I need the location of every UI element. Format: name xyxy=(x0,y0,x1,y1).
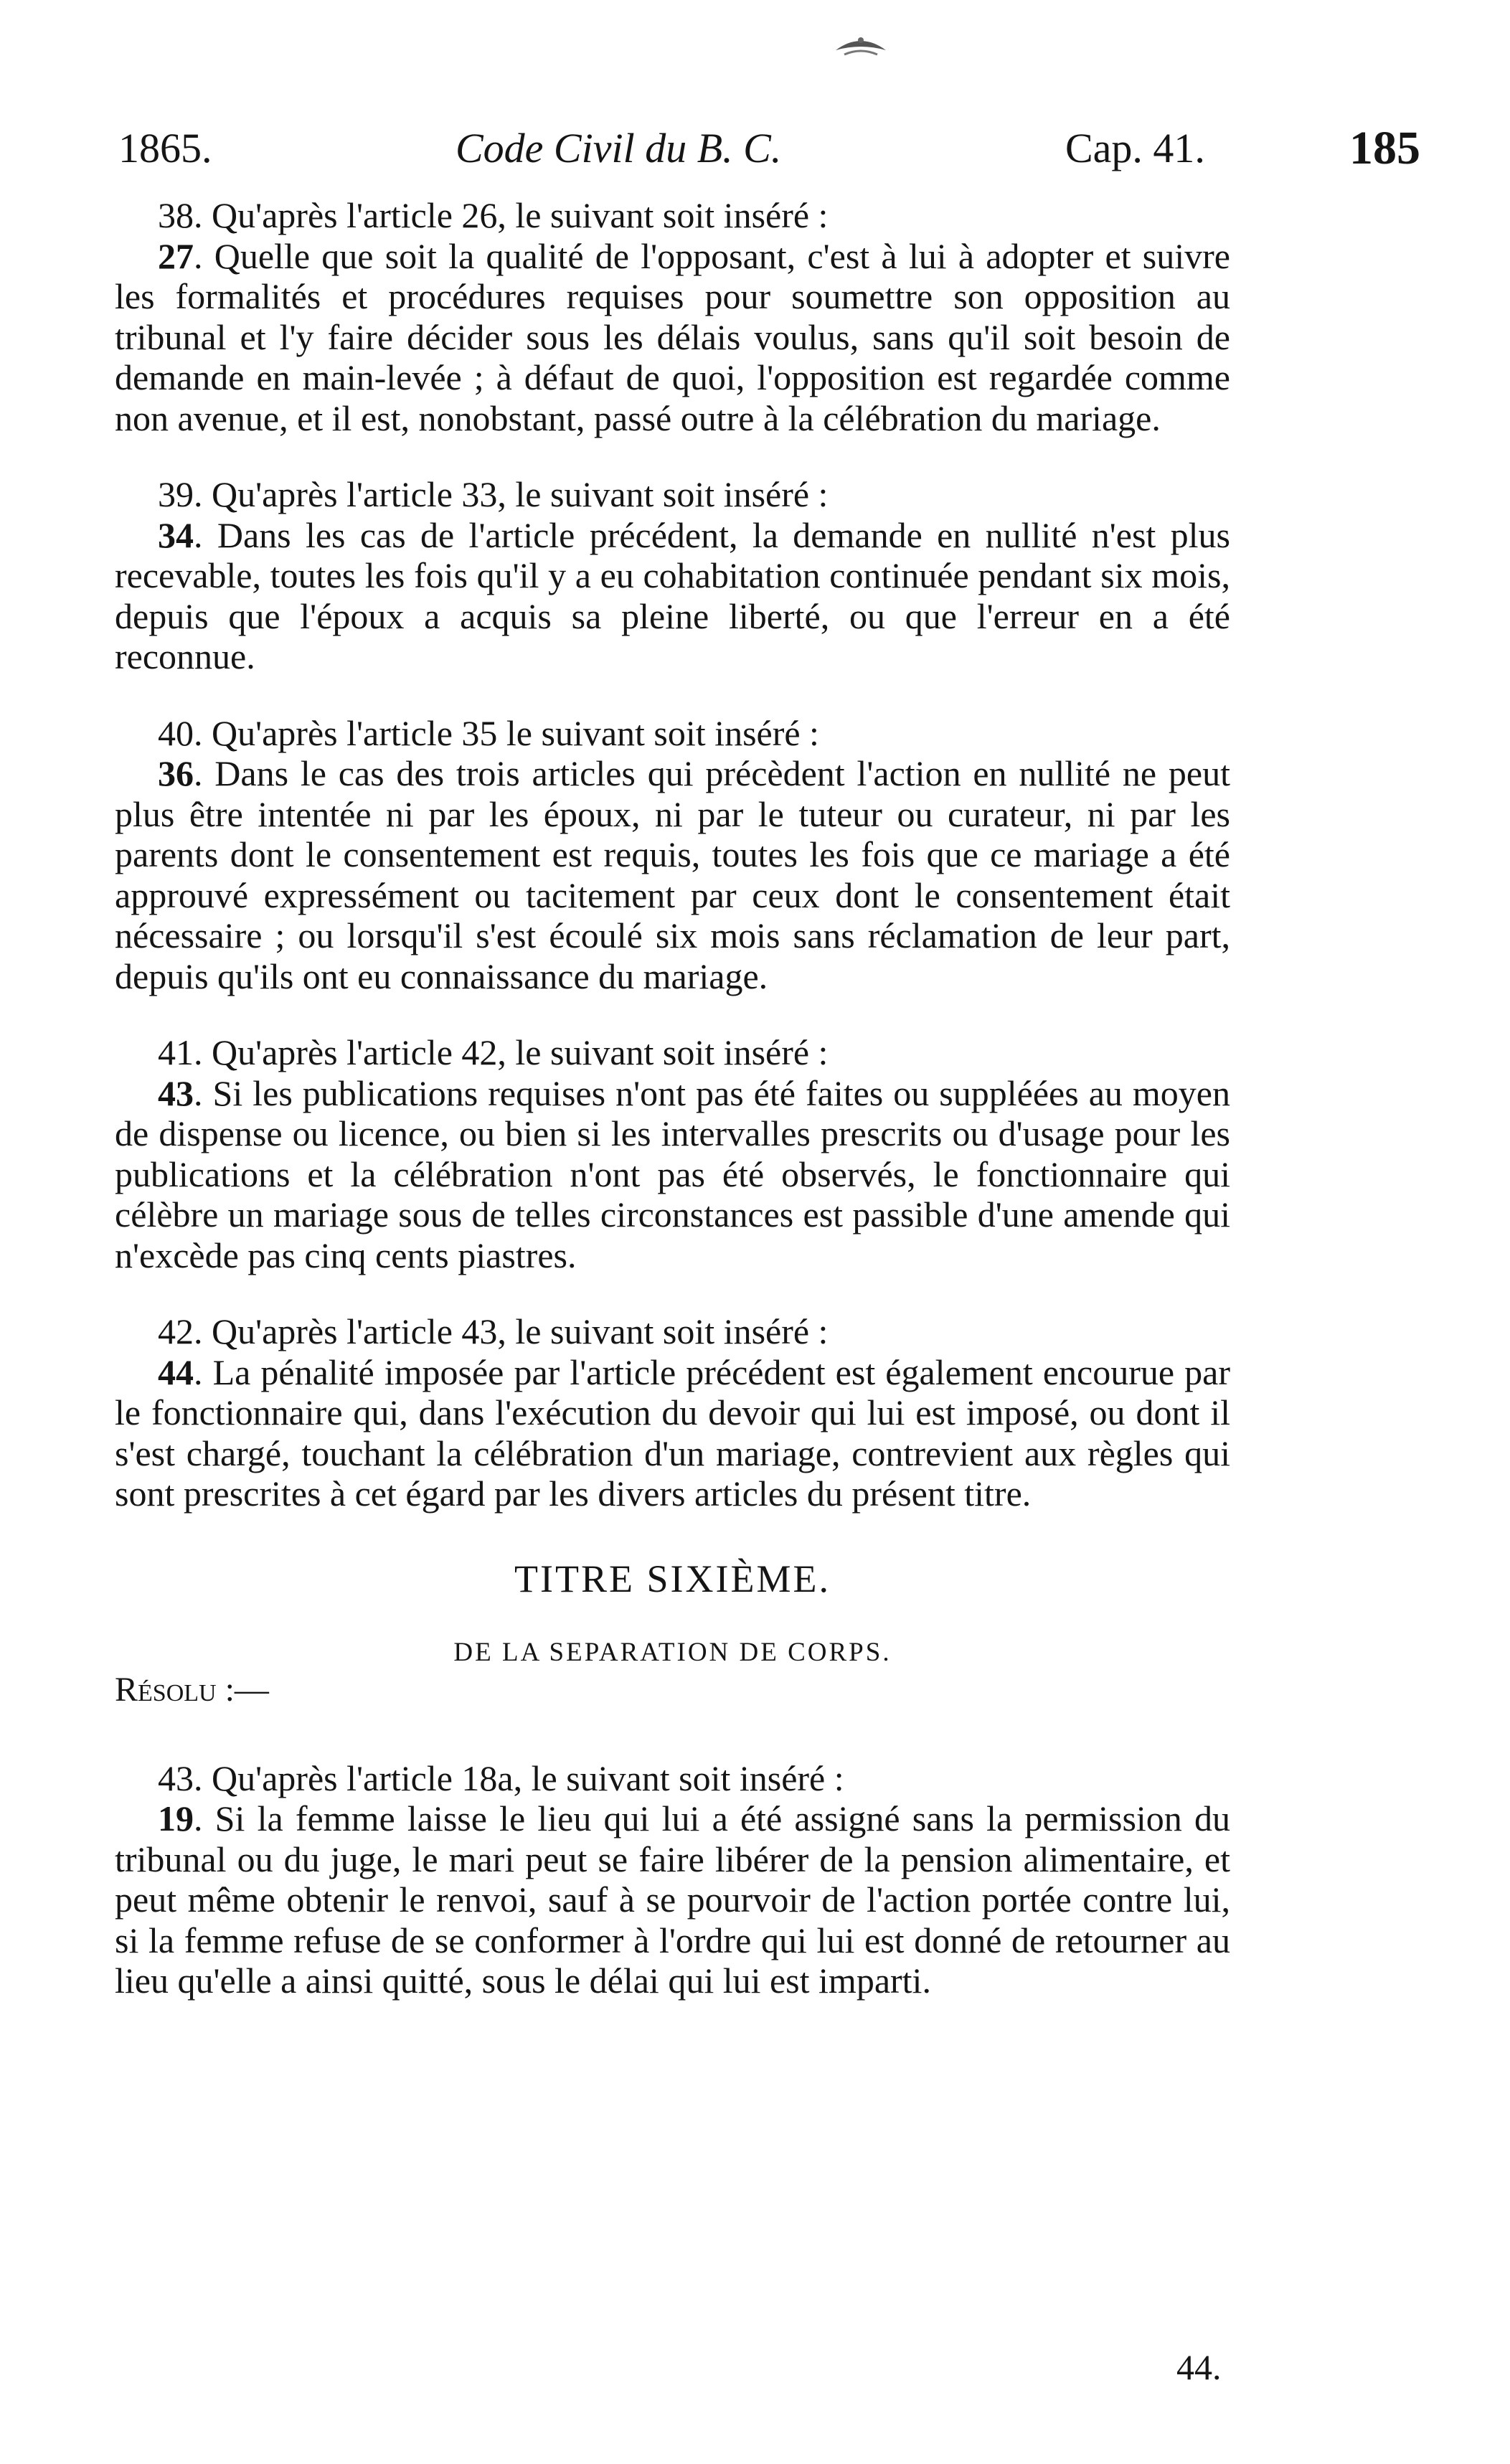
article-number: 34 xyxy=(158,514,194,555)
article-text: . Dans les cas de l'article précédent, la demande en nullité n'est plus recevable, toutes les fois qu'il y a eu cohabitation continuée pendant six mois, depuis que l'époux a acquis sa pleine liberté, ou que l'erreur en a été reconnue. xyxy=(115,514,1230,676)
document-body xyxy=(115,195,1230,2001)
article-paragraph xyxy=(115,1798,1230,2001)
titre-heading: TITRE SIXIÈME. xyxy=(514,1557,831,1600)
page-signature: 44. xyxy=(1176,2347,1222,2387)
article-text: . Si les publications requises n'ont pas été faites ou suppléées au moyen de dispense ou licence, ou bien si les intervalles prescrits ou d'usage pour les publications et la célébration n'ont pas été observés, le fonctionnaire qui célèbre un mariage sous de telles circonstances est passible d'une amende qui n'excède pas cinq cents piastres. xyxy=(115,1072,1230,1275)
section-43 xyxy=(115,1758,1230,2001)
running-header xyxy=(118,116,1420,181)
article-text: . Si la femme laisse le lieu qui lui a été assigné sans la permission du tribunal ou du juge, le mari peut se faire libérer de la pension alimentaire, et peut même obtenir le renvoi, sauf à se pourvoir de l'action portée contre lui, si la femme refuse de se conformer à l'ordre qui lui est donné de retourner au lieu qu'elle a ainsi quitté, sous le délai qui lui est imparti. xyxy=(115,1798,1230,2001)
resolu-label: Résolu :— xyxy=(115,1670,269,1709)
article-number: 27 xyxy=(158,235,194,276)
article-text: . Quelle que soit la qualité de l'opposant, c'est à lui à adopter et suivre les formalités et procédures requises pour soumettre son opposition au tribunal et l'y faire décider sous les délais voulus, sans qu'il soit besoin de demande en main-levée ; à défaut de quoi, l'opposition est regardée comme non avenue, et il est, nonobstant, passé outre à la célébration du mariage. xyxy=(115,235,1230,438)
article-paragraph xyxy=(115,1073,1230,1276)
section-intro: 42. Qu'après l'article 43, le suivant soit inséré : xyxy=(158,1311,829,1351)
article-text: . Dans le cas des trois articles qui précèdent l'action en nullité ne peut plus être intentée ni par les époux, ni par le tuteur ou curateur, ni par les parents dont le consentement est requis, toutes les fois que ce mariage a été approuvé expressément ou tacitement par ceux dont le consentement était nécessaire ; ou lorsqu'il s'est écoulé six mois sans réclamation de leur part, depuis qu'ils ont eu connaissance du mariage. xyxy=(115,753,1230,996)
header-year: 1865. xyxy=(118,125,212,171)
section-41 xyxy=(115,1032,1230,1275)
section-intro: 43. Qu'après l'article 18a, le suivant soit inséré : xyxy=(158,1757,844,1798)
section-intro: 38. Qu'après l'article 26, le suivant soit inséré : xyxy=(158,195,829,235)
article-paragraph xyxy=(115,515,1230,677)
page-number: 185 xyxy=(1349,122,1420,174)
article-paragraph xyxy=(115,236,1230,439)
printer-ornament-icon xyxy=(829,29,893,60)
titre-subheading: DE LA SEPARATION DE CORPS. xyxy=(453,1637,892,1667)
article-number: 19 xyxy=(158,1798,194,1838)
article-number: 43 xyxy=(158,1072,194,1113)
section-intro: 39. Qu'après l'article 33, le suivant soit inséré : xyxy=(158,474,829,514)
article-paragraph xyxy=(115,1352,1230,1514)
section-40 xyxy=(115,713,1230,997)
article-number: 36 xyxy=(158,753,194,793)
section-intro: 41. Qu'après l'article 42, le suivant soit inséré : xyxy=(158,1032,829,1072)
header-title: Code Civil du B. C. xyxy=(456,125,782,171)
article-number: 44 xyxy=(158,1351,194,1392)
article-paragraph xyxy=(115,753,1230,996)
section-38 xyxy=(115,195,1230,438)
header-chapter: Cap. 41. xyxy=(1065,125,1205,171)
section-intro: 40. Qu'après l'article 35 le suivant soit inséré : xyxy=(158,712,819,753)
section-39 xyxy=(115,474,1230,677)
section-42 xyxy=(115,1311,1230,1514)
article-text: . La pénalité imposée par l'article précédent est également encourue par le fonctionnaire qui, dans l'exécution du devoir qui lui est imposé, ou dont il s'est chargé, touchant la célébration d'un mariage, contrevient aux règles qui sont prescrites à cet égard par les divers articles du présent titre. xyxy=(115,1351,1230,1514)
